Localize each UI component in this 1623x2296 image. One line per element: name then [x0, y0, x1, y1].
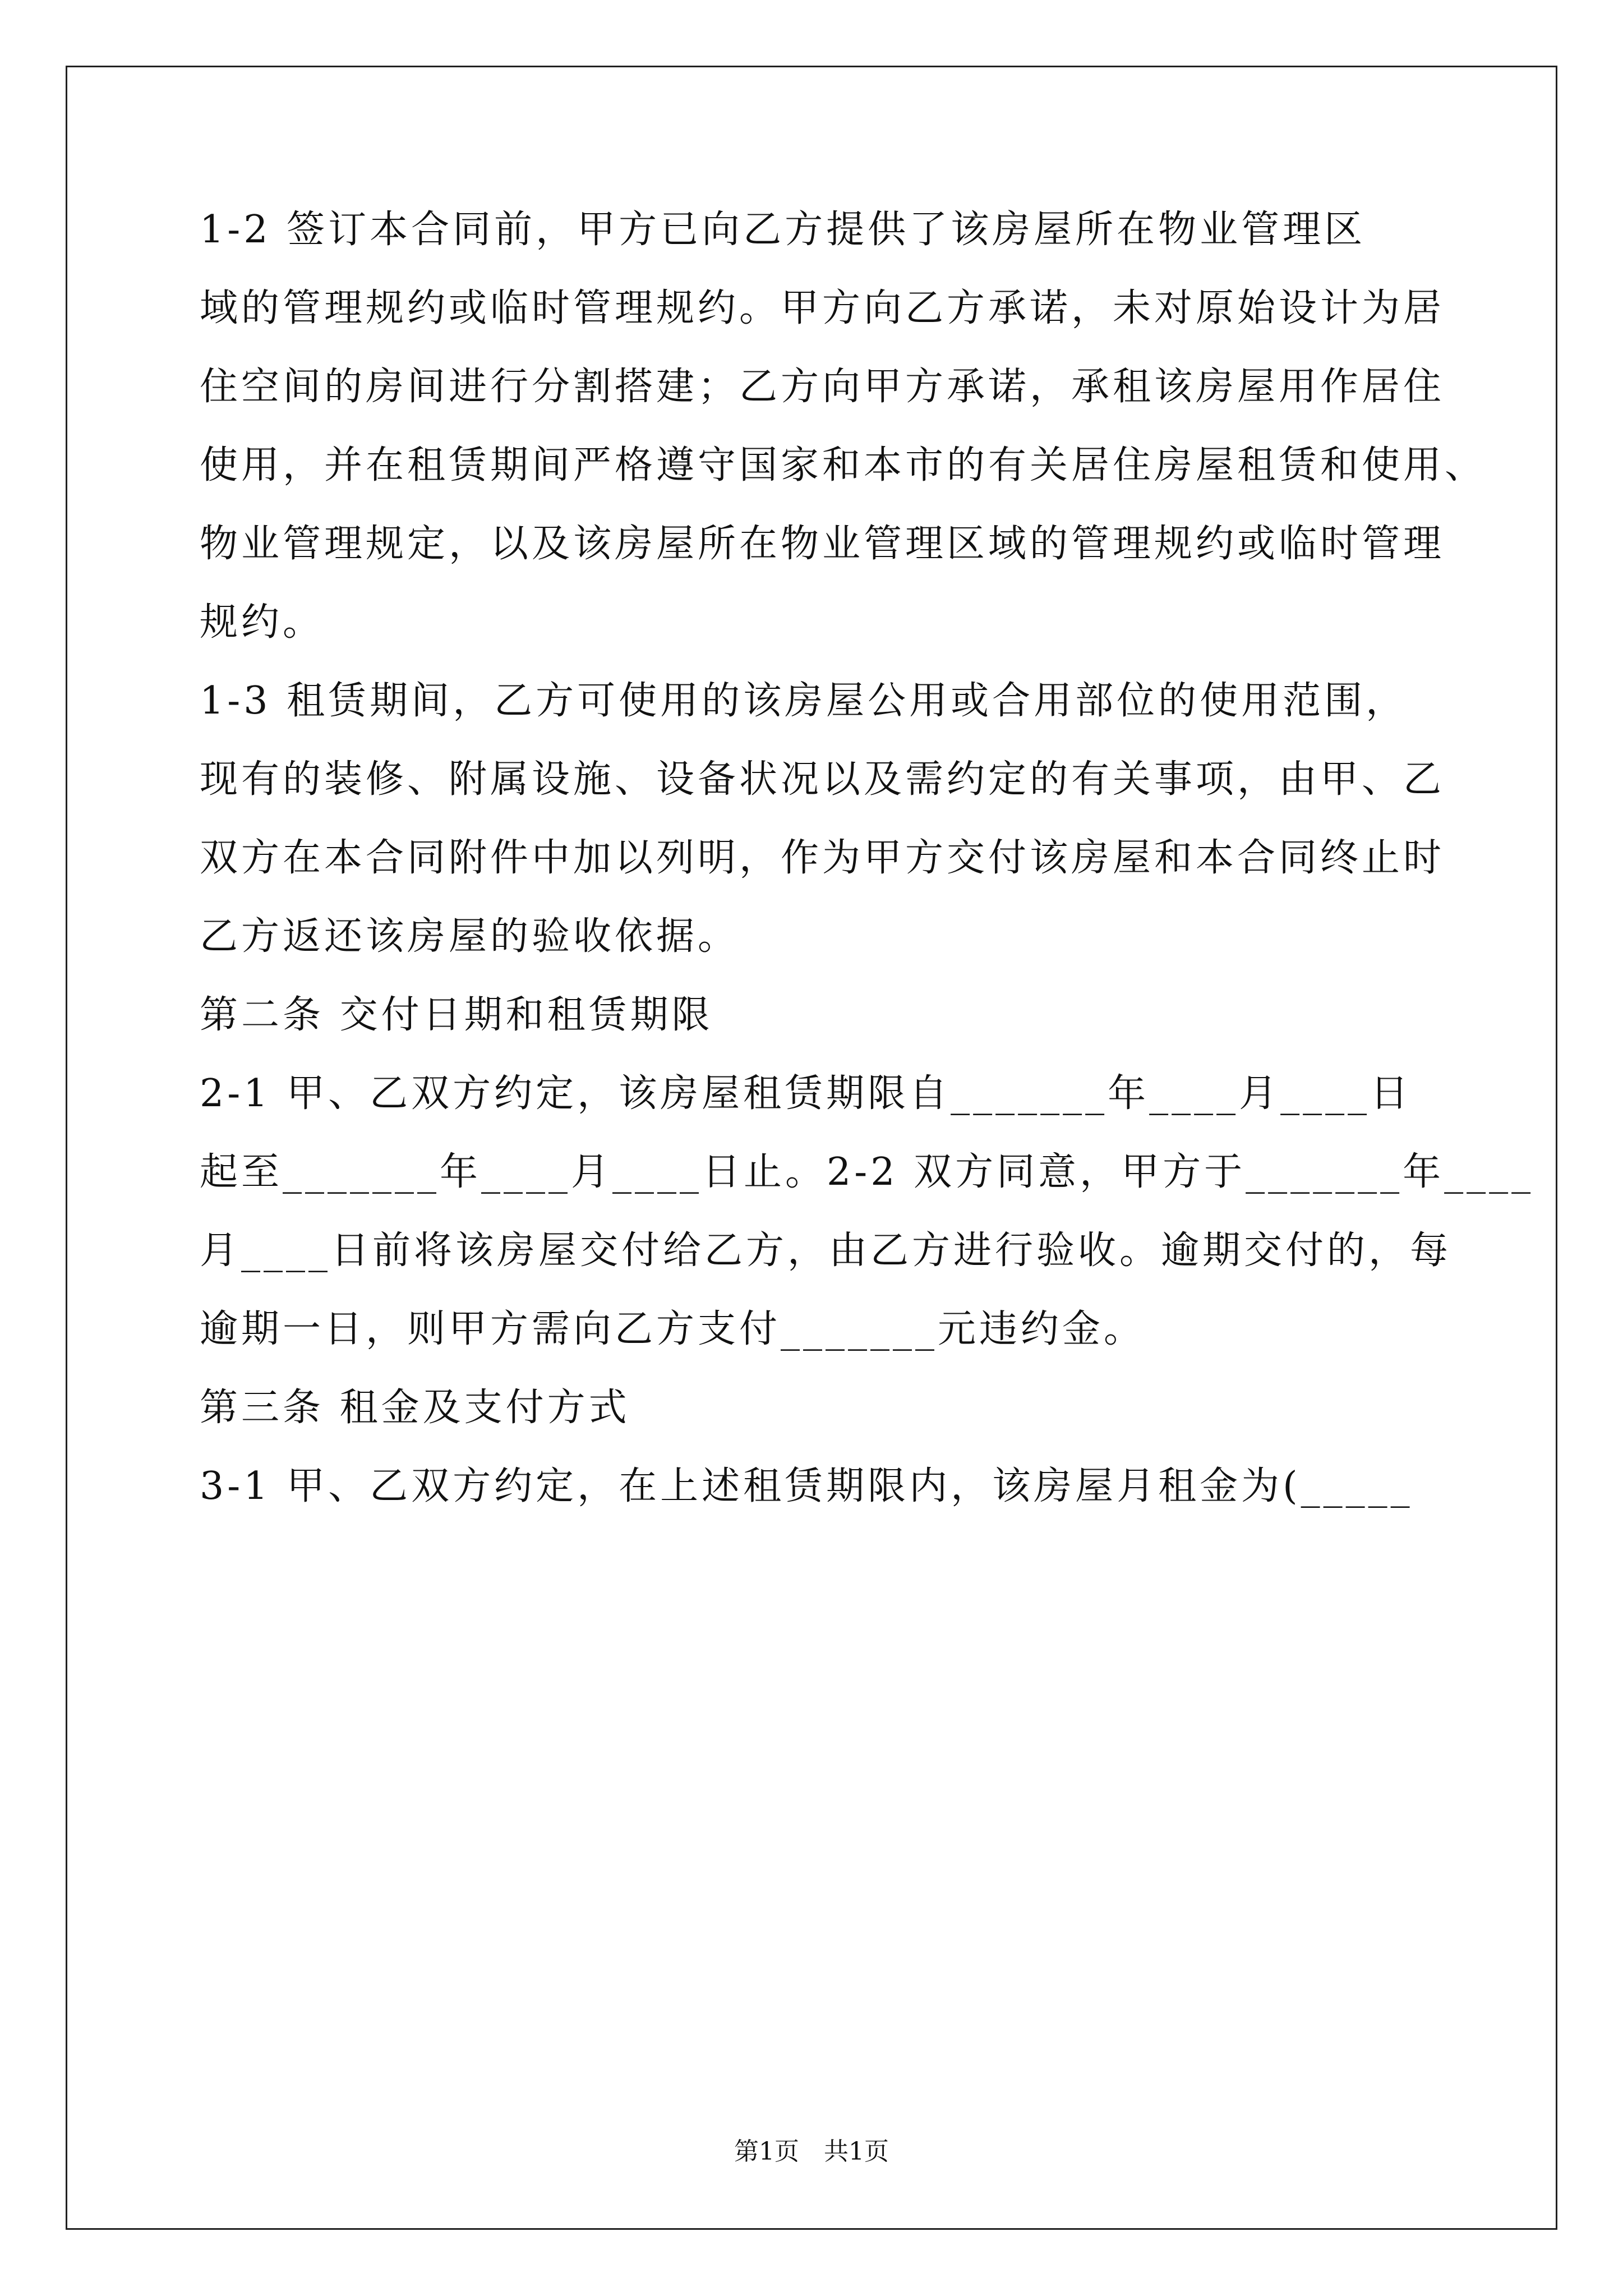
- paragraph-1-2-line-1: 1-2 签订本合同前，甲方已向乙方提供了该房屋所在物业管理区: [200, 208, 1366, 252]
- paragraph-2-1-line-2: 起至_______年____月____日止。2-2 双方同意，甲方于_______年____: [200, 1150, 1534, 1194]
- paragraph-1-3-line-1: 1-3 租赁期间，乙方可使用的该房屋公用或合用部位的使用范围，: [200, 679, 1408, 723]
- section-heading-article-2: 第二条 交付日期和租赁期限: [200, 993, 713, 1037]
- paragraph-1-3-line-2: 现有的装修、附属设施、设备状况以及需约定的有关事项，由甲、乙: [200, 757, 1445, 802]
- paragraph-1-2-line-2: 域的管理规约或临时管理规约。甲方向乙方承诺，未对原始设计为居: [200, 286, 1445, 330]
- paragraph-1-3-line-4: 乙方返还该房屋的验收依据。: [200, 914, 740, 959]
- paragraph-3-1-line-1: 3-1 甲、乙双方约定，在上述租赁期限内，该房屋月租金为(_____: [200, 1464, 1413, 1508]
- paragraph-1-2-line-3: 住空间的房间进行分割搭建；乙方向甲方承诺，承租该房屋用作居住: [200, 365, 1445, 409]
- page-footer: 第1页 共1页: [734, 2137, 889, 2166]
- paragraph-1-2-line-5: 物业管理规定，以及该房屋所在物业管理区域的管理规约或临时管理: [200, 522, 1445, 566]
- paragraph-2-2-line-2: 逾期一日，则甲方需向乙方支付_______元违约金。: [200, 1307, 1146, 1351]
- paragraph-1-2-line-6: 规约。: [200, 600, 325, 645]
- paragraph-1-2-line-4: 使用，并在租赁期间严格遵守国家和本市的有关居住房屋租赁和使用、: [200, 443, 1487, 487]
- paragraph-1-3-line-3: 双方在本合同附件中加以列明，作为甲方交付该房屋和本合同终止时: [200, 836, 1445, 880]
- paragraph-2-1-line-1: 2-1 甲、乙双方约定，该房屋租赁期限自_______年____月____日: [200, 1071, 1412, 1116]
- section-heading-article-3: 第三条 租金及支付方式: [200, 1386, 630, 1430]
- paragraph-2-2-line-1: 月____日前将该房屋交付给乙方，由乙方进行验收。逾期交付的，每: [200, 1228, 1452, 1273]
